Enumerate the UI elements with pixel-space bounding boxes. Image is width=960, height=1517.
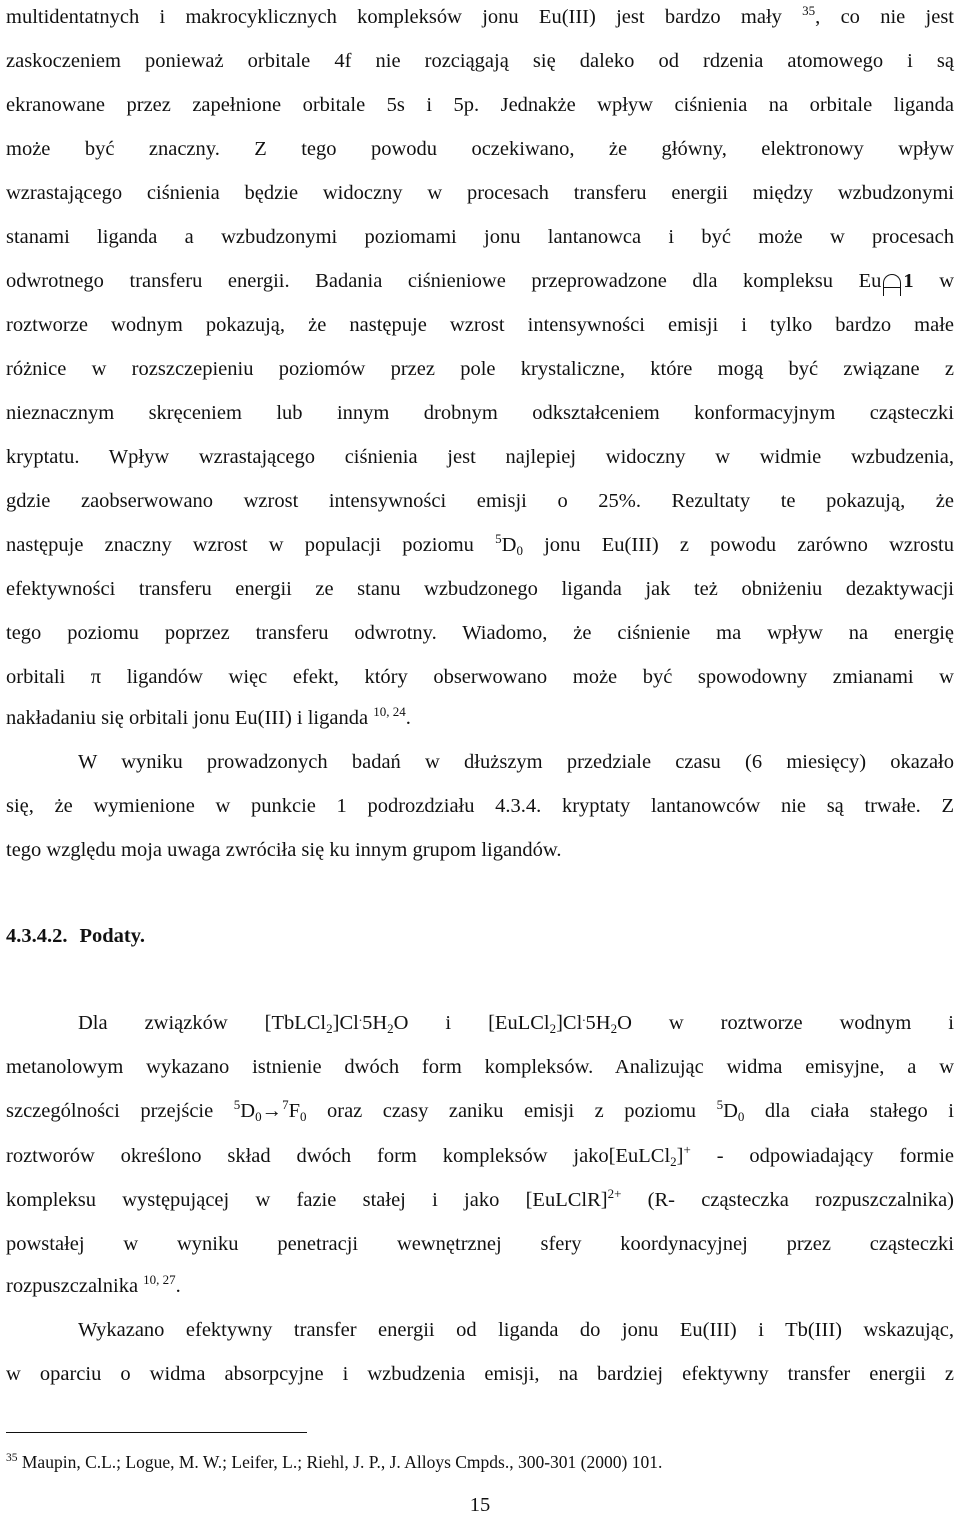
text-line: kryptatu. Wpływ wzrastającego ciśnienia jest najlepiej widoczny w widmie wzbudzenia,	[6, 446, 954, 468]
text-line: w oparciu o widma absorpcyjne i wzbudzenia emisji, na bardziej efektywny transfer energii z	[6, 1363, 954, 1385]
section-heading: 4.3.4.2. Podaty.	[6, 925, 145, 947]
text-line: wzrastającego ciśnienia będzie widoczny w procesach transferu energii między wzbudzonymi	[6, 182, 954, 204]
text-line: W wyniku prowadzonych badań w dłuższym przedziale czasu (6 miesięcy) okazało	[78, 751, 954, 773]
text-line: roztworze wodnym pokazują, że następuje wzrost intensywności emisji i tylko bardzo małe	[6, 314, 954, 336]
text-line: kompleksu występującej w fazie stałej i jako [EuLClR]$^{2+}$ (R- cząsteczka rozpuszczalnika)	[6, 1186, 954, 1211]
arrow-right-icon: →	[261, 1100, 283, 1122]
text-line: może być znaczny. Z tego powodu oczekiwano, że główny, elektronowy wpływ	[6, 138, 954, 160]
text-line: gdzie zaobserwowano wzrost intensywności emisji o 25%. Rezultaty te pokazują, że	[6, 490, 954, 512]
text-line: nieznacznym skręceniem lub innym drobnym odkształceniem konformacyjnym cząsteczki	[6, 402, 954, 424]
text-line: stanami liganda a wzbudzonymi poziomami jonu lantanowca i być może w procesach	[6, 226, 954, 248]
text-line: zaskoczeniem ponieważ orbitale 4f nie rozciągają się daleko od rdzenia atomowego i są	[6, 50, 954, 72]
text-line: Wykazano efektywny transfer energii od liganda do jonu Eu(III) i Tb(III) wskazując,	[78, 1319, 954, 1341]
text-line: następuje znaczny wzrost w populacji poziomu $^5D_0$ jonu Eu(III) z powodu zarówno wzrostu	[6, 531, 954, 558]
text-line: rozpuszczalnika $^{10, 27}$.	[6, 1272, 181, 1297]
text-line: efektywności transferu energii ze stanu wzbudzonego liganda jak też obniżeniu dezaktywacji	[6, 578, 954, 600]
text-line: tego poziomu poprzez transferu odwrotny. Wiadomo, że ciśnienie ma wpływ na energię	[6, 622, 954, 644]
text-line: różnice w rozszczepieniu poziomów przez pole krystaliczne, które mogą być związane z	[6, 358, 954, 380]
text-line: odwrotnego transferu energii. Badania ciśnieniowe przeprowadzone dla kompleksu Eu 1 w	[6, 269, 954, 293]
page-number: 15	[469, 1494, 491, 1516]
text-line: nakładaniu się orbitali jonu Eu(III) i liganda $^{10, 24}$.	[6, 704, 411, 729]
text-line: powstałej w wyniku penetracji wewnętrznej sfery koordynacyjnej przez cząsteczki	[6, 1233, 954, 1255]
text-line: tego względu moja uwaga zwróciła się ku innym grupom ligandów.	[6, 839, 562, 861]
text-line: szczególności przejście $^5D_0\to^7F_0$ oraz czasy zaniku emisji z poziomu $^5D_0$ dla ciała stałego i	[6, 1097, 955, 1124]
text-line: roztworów określono skład dwóch form kompleksów jako[EuLCl$_2$]+ - odpowiadający formie	[6, 1142, 954, 1169]
text-line: orbitali π ligandów więc efekt, który obserwowano może być spowodowny zmianami w	[6, 666, 954, 688]
footnote-separator	[6, 1432, 307, 1433]
text-line: multidentatnych i makrocyklicznych kompleksów jonu Eu(III) jest bardzo mały $^{35}$, co nie jest	[6, 3, 954, 28]
footnote: $^{35}$ Maupin, C.L.; Logue, M. W.; Leifer, L.; Riehl, J. P., J. Alloys Cmpds., 300-301 (2000) 101.	[6, 1452, 663, 1472]
text-line: Dla związków $[TbLCl_2]Cl^.5H_2O$ i $[EuLCl_2]Cl^.5H_2O$ w roztworze wodnym i	[78, 1009, 954, 1036]
subset-symbol-icon	[881, 274, 903, 288]
text-line: się, że wymienione w punkcie 1 podrozdziału 4.3.4. kryptaty lantanowców nie są trwałe. Z	[6, 795, 954, 817]
text-line: ekranowane przez zapełnione orbitale 5s i 5p. Jednakże wpływ ciśnienia na orbitale liganda	[6, 94, 954, 116]
footnote-mark: 35	[6, 1452, 18, 1464]
text-line: metanolowym wykazano istnienie dwóch form kompleksów. Analizując widma emisyjne, a w	[6, 1056, 954, 1078]
